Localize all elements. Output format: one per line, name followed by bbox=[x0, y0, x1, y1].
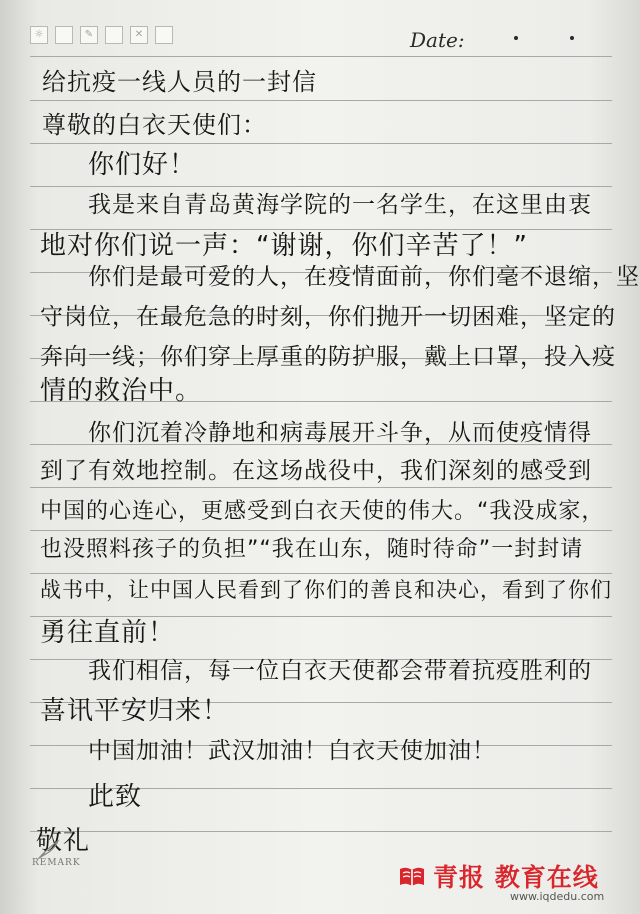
ruled-line bbox=[30, 487, 612, 488]
letter-line: 到了有效地控制。在这场战役中，我们深刻的感受到 bbox=[40, 458, 592, 484]
closing-salute: 敬礼 bbox=[36, 826, 91, 856]
ruled-line bbox=[30, 831, 612, 832]
letter-line: 你们沉着冷静地和病毒展开斗争，从而使疫情得 bbox=[88, 420, 592, 446]
letter-line: 战书中，让中国人民看到了你们的善良和决心，看到了你们 bbox=[40, 578, 612, 602]
blank-box bbox=[105, 26, 123, 44]
date-label: Date: bbox=[410, 28, 465, 52]
greeting: 你们好！ bbox=[88, 150, 197, 180]
closing-cheer: 中国加油！武汉加油！白衣天使加油！ bbox=[88, 738, 496, 764]
blank-box bbox=[55, 26, 73, 44]
letter-title: 给抗疫一线人员的一封信 bbox=[42, 68, 317, 96]
letter-line: 守岗位，在最危急的时刻，你们抛开一切困难，坚定的 bbox=[40, 304, 616, 330]
letter-line: 喜讯平安归来！ bbox=[40, 696, 230, 726]
letter-line: 也没照料孩子的负担”“我在山东，随时待命”一封封请 bbox=[40, 537, 584, 562]
blank-box bbox=[155, 26, 173, 44]
watermark-url: www.iqdedu.com bbox=[510, 890, 605, 903]
ruled-line bbox=[30, 56, 612, 57]
letter-line: 勇往直前！ bbox=[40, 618, 176, 648]
watermark-brand: 青报 教育在线 bbox=[433, 863, 599, 892]
letter-line: 中国的心连心，更感受到白衣天使的伟大。“我没成家， bbox=[40, 499, 605, 524]
sun-icon: ☼ bbox=[30, 26, 48, 44]
date-dot bbox=[514, 36, 518, 40]
quill-pen-icon bbox=[36, 838, 62, 860]
letter-line: 奔向一线；你们穿上厚重的防护服，戴上口罩，投入疫 bbox=[40, 344, 616, 370]
letter-line: 情的救治中。 bbox=[40, 376, 203, 406]
letter-line: 地对你们说一声：“谢谢，你们辛苦了！” bbox=[40, 231, 528, 261]
pencil-icon: ✎ bbox=[80, 26, 98, 44]
letter-line: 你们是最可爱的人，在疫情面前，你们毫不退缩，坚 bbox=[88, 264, 640, 290]
closing-phrase: 此致 bbox=[88, 782, 143, 812]
tools-icon: ✕ bbox=[130, 26, 148, 44]
ruled-line bbox=[30, 100, 612, 101]
open-book-icon bbox=[397, 861, 427, 891]
header-icon-boxes bbox=[30, 26, 173, 44]
salutation: 尊敬的白衣天使们： bbox=[42, 111, 267, 139]
letter-line: 我是来自青岛黄海学院的一名学生，在这里由衷 bbox=[88, 192, 592, 218]
ruled-line bbox=[30, 530, 612, 531]
remark-label: REMARK bbox=[32, 858, 81, 868]
watermark bbox=[397, 858, 599, 894]
date-dot bbox=[570, 36, 574, 40]
letter-line: 我们相信，每一位白衣天使都会带着抗疫胜利的 bbox=[88, 658, 592, 684]
